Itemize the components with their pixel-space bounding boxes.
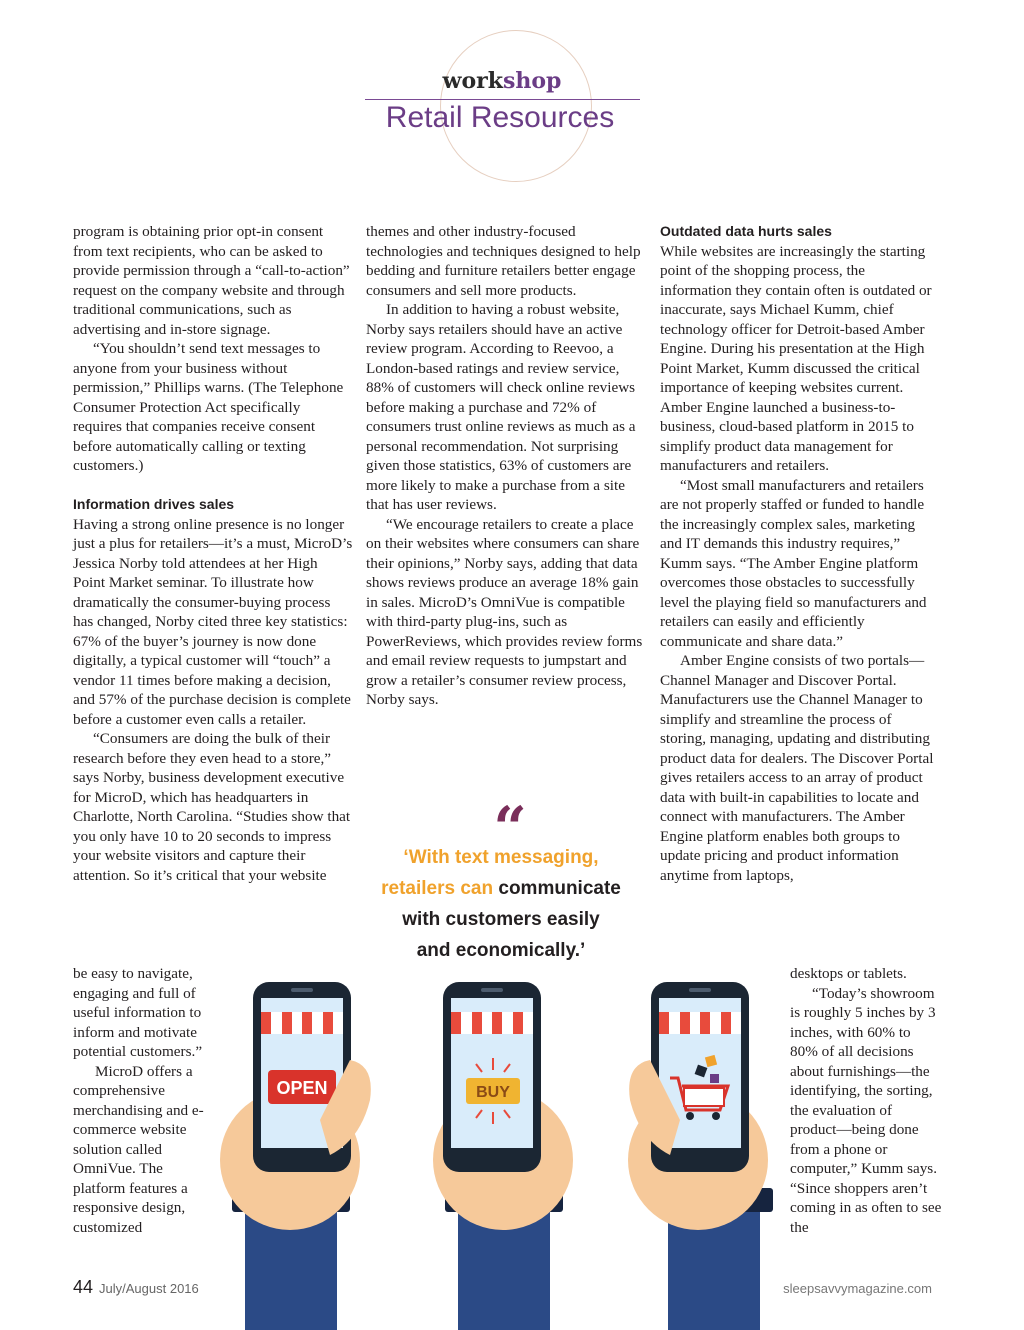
paragraph: “You shouldn’t send text messages to anyone from your business without permission,” Phillips warns. (The Telephone Consumer Protection Act specifically requires that companies receive consent before automatically calling or texting customers.) bbox=[73, 340, 344, 474]
column-3 bbox=[660, 222, 938, 885]
sign-open: OPEN bbox=[276, 1078, 328, 1098]
phone-buy-icon bbox=[433, 982, 573, 1330]
page-number: 44 bbox=[73, 1277, 94, 1297]
phones-illustration bbox=[200, 970, 800, 1330]
column-3-wrap bbox=[790, 964, 942, 1237]
paragraph: program is obtaining prior opt-in consent from text recipients, who can be asked to provide permission through a “call-to-action” request on the company website and through traditional communications, such as advertising and in-store signage. bbox=[73, 223, 350, 338]
sign-buy: BUY bbox=[476, 1084, 510, 1101]
paragraph: desktops or tablets. bbox=[790, 965, 907, 982]
pull-quote: ‘With text messaging, retailers can communicate with customers easily and economically.’ bbox=[381, 847, 621, 961]
page-folio bbox=[73, 1277, 199, 1298]
quote-mark-icon: “ bbox=[493, 794, 527, 862]
paragraph: Having a strong online presence is no longer just a plus for retailers—it’s a must, MicroD’s Jessica Norby told attendees at her High Point Market seminar. To illustrate how dramatically the consumer-buying process has changed, Norby cited three key statistics: 67% of the buyer’s journey is now done digitally, a typical customer will “touch” a vendor 11 times before making a decision, and 57% of the purchase decision is complete before a customer even calls a retailer. bbox=[73, 515, 353, 728]
paragraph: In addition to having a robust website, Norby says retailers should have an active review program. According to Reevoo, a London-based ratings and review service, 88% of customers will check online reviews before making a purchase and 72% of consumers trust online reviews as much as a personal recommendation. Not surprising given those statistics, 63% of customers are more likely to make a purchase from a site that has user reviews. bbox=[366, 301, 636, 513]
header-rule bbox=[365, 99, 640, 100]
paragraph: MicroD offers a comprehensive merchandising and e-commerce website solution called OmniVue. The platform features a responsive design, customized bbox=[73, 1062, 204, 1236]
column-1-wrap bbox=[73, 964, 215, 1237]
paragraph: “Consumers are doing the bulk of their research before they even head to a store,” says Norby, business development executive for MicroD, which has headquarters in Charlotte, North Carolina. “Studies show that you only have 10 to 20 seconds to impress your website visitors and capture their attention. So it’s critical that your website bbox=[73, 730, 351, 884]
paragraph: “Most small manufacturers and retailers are not properly staffed or funded to handle the increasingly complex sales, marketing and IT demands this industry requires,” Kumm says. “The Amber Engine platform overcomes those obstacles to successfully level the playing field so manufacturers and retailers can easily and efficiently communicate and share data.” bbox=[660, 476, 927, 650]
column-2 bbox=[366, 222, 646, 710]
column-1 bbox=[73, 222, 353, 885]
subheading-outdated-data: Outdated data hurts sales bbox=[660, 223, 832, 239]
phone-cart-icon bbox=[628, 982, 773, 1330]
paragraph: themes and other industry-focused technologies and techniques designed to help bedding and furniture retailers better engage consumers and sell more products. bbox=[366, 223, 641, 299]
paragraph: be easy to navigate, engaging and full of useful information to inform and motivate potential customers.” bbox=[73, 965, 203, 1060]
phone-open-icon bbox=[220, 982, 371, 1330]
paragraph: While websites are increasingly the starting point of the shopping process, the information they contain often is outdated or inaccurate, says Michael Kumm, chief technology officer for Detroit-based Amber Engine. During his presentation at the High Point Market, Kumm discussed the critical importance of keeping websites current. Amber Engine launched a business-to-business, cloud-based platform in 2015 to simplify product data management for manufacturers and retailers. bbox=[660, 242, 932, 474]
paragraph: Amber Engine consists of two portals—Channel Manager and Discover Portal. Manufacturers use the Channel Manager to simplify and streamline the process of storing, managing, updating and distributing product data for dealers. The Discover Portal gives retailers access to an array of product data with built-in capabilities to locate and connect with manufacturers. The Amber Engine platform enables both groups to update pricing and product information anytime from laptops, bbox=[660, 652, 934, 884]
paragraph: “We encourage retailers to create a place on their websites where consumers can share their opinions,” Norby says, adding that data shows reviews produce an average 18% gain in sales. MicroD’s OmniVue is compatible with third-party plug-ins, such as PowerReviews, which provides review forms and email review requests to jumpstart and grow a retailer’s consumer review process, Norby says. bbox=[366, 515, 643, 708]
issue-date: July/August 2016 bbox=[99, 1281, 199, 1296]
subheading-information-drives-sales: Information drives sales bbox=[73, 496, 235, 512]
page-title: Retail Resources bbox=[385, 101, 615, 134]
site-url: sleepsavvymagazine.com bbox=[783, 1281, 932, 1296]
paragraph: “Today’s showroom is roughly 5 inches by 3 inches, with 60% to 80% of all decisions about furnishings—the identifying, the sorting, the evaluation of product—being done from a phone or computer,” Kumm says. “Since shoppers aren’t coming in as often to see the bbox=[790, 984, 942, 1236]
section-label: workshop bbox=[442, 68, 562, 94]
